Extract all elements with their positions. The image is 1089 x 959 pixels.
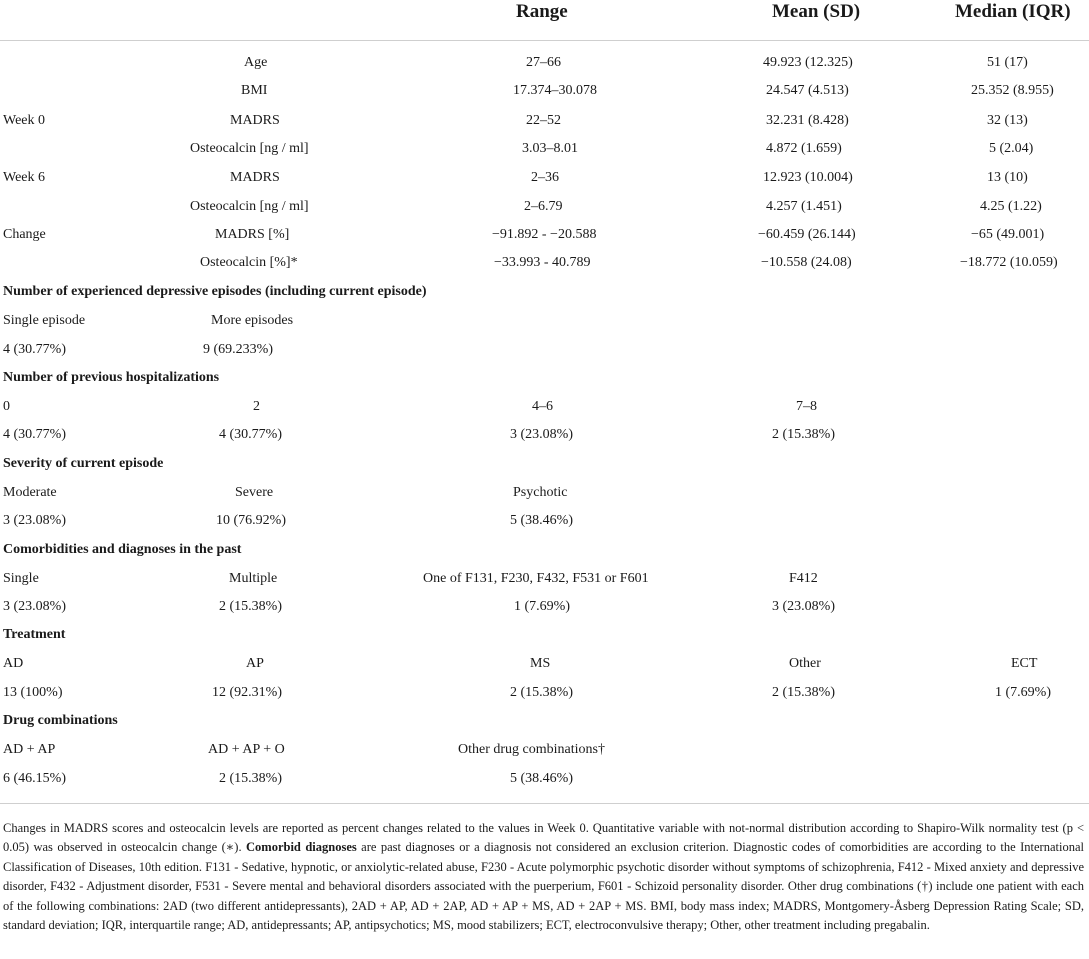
comorbidities-label: Single: [3, 571, 39, 586]
row-mean-sd: 4.872 (1.659): [766, 141, 842, 156]
row-variable: MADRS: [230, 170, 280, 185]
drugs-value: 6 (46.15%): [3, 771, 66, 786]
row-group: Week 0: [3, 113, 46, 128]
section-title-treatment: Treatment: [3, 627, 66, 642]
hospitalizations-label: 7–8: [796, 399, 817, 414]
row-range: −91.892 - −20.588: [492, 227, 597, 242]
section-title-hospitalizations: Number of previous hospitalizations: [3, 370, 220, 385]
row-mean-sd: 49.923 (12.325): [763, 55, 853, 70]
row-range: 27–66: [526, 55, 561, 70]
row-group: Week 6: [3, 170, 46, 185]
row-variable: MADRS [%]: [215, 227, 290, 242]
drugs-label: AD + AP + O: [208, 742, 285, 757]
row-median-iqr: 5 (2.04): [989, 141, 1034, 156]
row-variable: BMI: [241, 83, 268, 98]
episodes-value: 9 (69.233%): [203, 342, 273, 357]
row-median-iqr: 25.352 (8.955): [971, 83, 1054, 98]
hospitalizations-value: 2 (15.38%): [772, 427, 835, 442]
severity-value: 10 (76.92%): [216, 513, 286, 528]
treatment-value: 1 (7.69%): [995, 685, 1051, 700]
footnote-divider: [0, 803, 1089, 804]
hospitalizations-label: 2: [253, 399, 260, 414]
row-range: 2–36: [531, 170, 559, 185]
col-header-range: Range: [516, 1, 568, 22]
comorbidities-label: F412: [789, 571, 818, 586]
row-variable: Osteocalcin [ng / ml]: [190, 199, 309, 214]
treatment-label: AP: [246, 656, 264, 671]
comorbidities-value: 3 (23.08%): [3, 599, 66, 614]
row-mean-sd: 32.231 (8.428): [766, 113, 849, 128]
table-header: [0, 0, 1089, 41]
hospitalizations-label: 0: [3, 399, 10, 414]
row-variable: MADRS: [230, 113, 280, 128]
drugs-value: 5 (38.46%): [510, 771, 573, 786]
col-header-median-iqr: Median (IQR): [955, 1, 1071, 22]
treatment-label: ECT: [1011, 656, 1038, 671]
row-group: Change: [3, 227, 46, 242]
row-variable: Osteocalcin [ng / ml]: [190, 141, 309, 156]
row-median-iqr: −65 (49.001): [971, 227, 1045, 242]
row-mean-sd: −60.459 (26.144): [758, 227, 856, 242]
section-title-drug-combinations: Drug combinations: [3, 713, 118, 728]
severity-label: Severe: [235, 485, 274, 500]
row-mean-sd: −10.558 (24.08): [761, 255, 852, 270]
comorbidities-value: 3 (23.08%): [772, 599, 835, 614]
comorbidities-value: 1 (7.69%): [514, 599, 570, 614]
section-title-comorbidities: Comorbidities and diagnoses in the past: [3, 542, 242, 557]
treatment-value: 2 (15.38%): [510, 685, 573, 700]
row-range: −33.993 - 40.789: [494, 255, 591, 270]
comorbidities-label: Multiple: [229, 571, 278, 586]
row-median-iqr: 32 (13): [987, 113, 1028, 128]
row-median-iqr: −18.772 (10.059): [960, 255, 1058, 270]
row-mean-sd: 4.257 (1.451): [766, 199, 842, 214]
comorbidities-label: One of F131, F230, F432, F531 or F601: [423, 571, 649, 586]
severity-value: 5 (38.46%): [510, 513, 573, 528]
severity-label: Moderate: [3, 485, 57, 500]
row-variable: Age: [244, 55, 268, 70]
drugs-label: Other drug combinations†: [458, 742, 605, 757]
section-title-severity: Severity of current episode: [3, 456, 164, 471]
row-variable: Osteocalcin [%]*: [200, 255, 298, 270]
treatment-value: 2 (15.38%): [772, 685, 835, 700]
hospitalizations-label: 4–6: [532, 399, 553, 414]
footnote-text: Changes in MADRS scores and osteocalcin levels are reported as percent changes related to the values in Week 0. Quantitative variable with not-normal distribution according to Shapiro-Wilk normality test (p < 0.05) was observed in osteocalcin change (∗).: [3, 821, 1084, 855]
col-header-mean-sd: Mean (SD): [772, 1, 861, 22]
footnote-text: are past diagnoses or a diagnosis not considered an exclusion criterion. Diagnostic codes of comorbidities are according to the International Classification of Diseases, 10th edition. F131 - Sedative, hypnotic, or anxiolytic-related abuse, F230 - Acute polymorphic psychotic disorder without symptoms of schizophrenia, F412 - Mixed anxiety and depressive disorder, F432 - Adjustment disorder, F531 - Severe mental and behavioral disorders associated with the puerperium, F601 - Schizoid personality disorder. Other drug combinations (†) include one patient with each of the following combinations: 2AD (two different antidepressants), 2AD + AP, AD + 2AP, AD + AP + MS, AD + 2AP + MS. BMI, body mass index; MADRS, Montgomery-Åsberg Depression Rating Scale; SD, standard deviation; IQR, interquartile range; AD, antidepressants; AP, antipsychotics; MS, mood stabilizers; ECT, electroconvulsive therapy; Other, other treatment including pregabalin.: [3, 840, 1084, 933]
severity-value: 3 (23.08%): [3, 513, 66, 528]
episodes-label: More episodes: [211, 313, 294, 328]
hospitalizations-value: 4 (30.77%): [3, 427, 66, 442]
row-range: 2–6.79: [524, 199, 563, 214]
treatment-value: 13 (100%): [3, 685, 63, 700]
hospitalizations-value: 3 (23.08%): [510, 427, 573, 442]
treatment-label: Other: [789, 656, 821, 671]
row-range: 3.03–8.01: [522, 141, 578, 156]
episodes-value: 4 (30.77%): [3, 342, 66, 357]
row-mean-sd: 12.923 (10.004): [763, 170, 853, 185]
row-range: 22–52: [526, 113, 561, 128]
row-median-iqr: 4.25 (1.22): [980, 199, 1042, 214]
episodes-label: Single episode: [3, 313, 86, 328]
drugs-label: AD + AP: [3, 742, 56, 757]
row-mean-sd: 24.547 (4.513): [766, 83, 849, 98]
row-median-iqr: 13 (10): [987, 170, 1028, 185]
row-median-iqr: 51 (17): [987, 55, 1028, 70]
comorbidities-value: 2 (15.38%): [219, 599, 282, 614]
footnote-bold-term: Comorbid diagnoses: [246, 840, 357, 855]
drugs-value: 2 (15.38%): [219, 771, 282, 786]
row-range: 17.374–30.078: [513, 83, 597, 98]
treatment-label: MS: [530, 656, 551, 671]
severity-label: Psychotic: [513, 485, 568, 500]
section-title-episodes: Number of experienced depressive episodes (including current episode): [3, 284, 427, 299]
table-footnote: [3, 819, 1084, 935]
treatment-label: AD: [3, 656, 24, 671]
hospitalizations-value: 4 (30.77%): [219, 427, 282, 442]
treatment-value: 12 (92.31%): [212, 685, 282, 700]
